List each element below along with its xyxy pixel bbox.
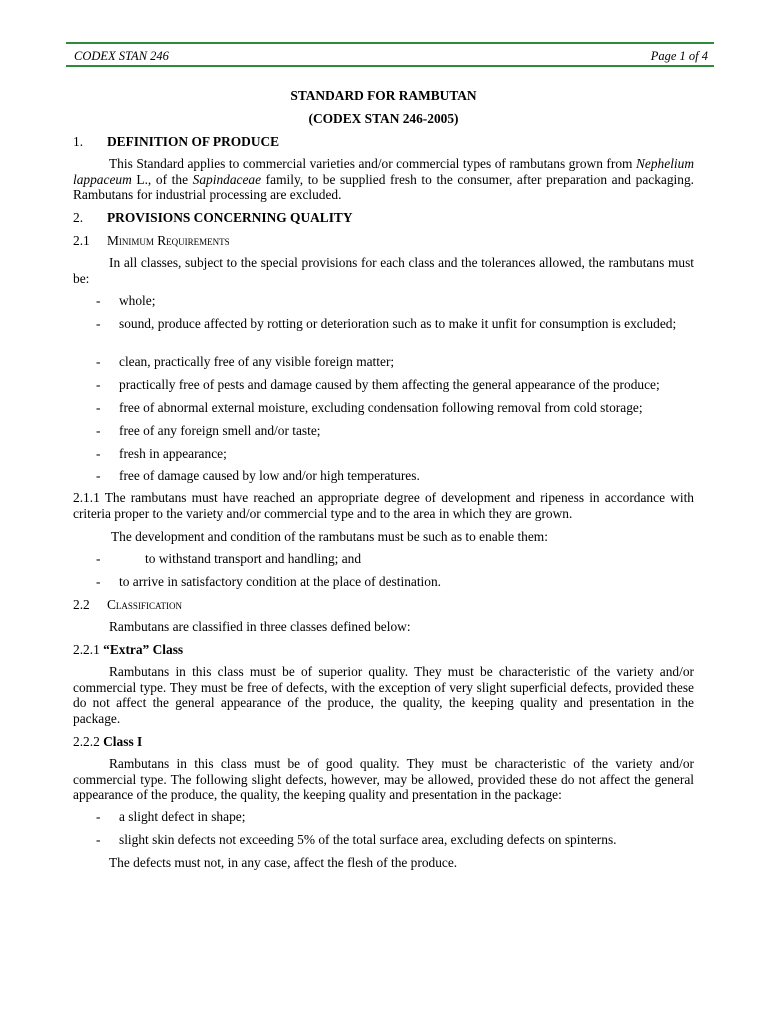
list-item [96,468,694,484]
bullet-dash: - [96,446,101,461]
list-item [96,400,694,416]
list-item [96,423,694,439]
section-2-2-paragraph: Rambutans are classified in three classes defined below: [109,619,411,634]
section-2-2-1-paragraph: Rambutans in this class must be of superior quality. They must be characteristic of the variety and/or commercial type. They must be free of defects, with the exception of very slight superficial defects, provided these do not affect the general appearance of the produce, the quality, the keeping quality and presentation in the package. [73,664,694,726]
section-number: 2.2 [73,597,90,612]
bullet-dash: - [96,354,101,369]
bullet-dash: - [96,377,101,392]
list-item-text: practically free of pests and damage caused by them affecting the general appearance of the produce; [119,377,660,392]
section-title: Classification [107,597,182,612]
list-item [96,832,694,848]
section-2-2-2-closing: The defects must not, in any case, affect the flesh of the produce. [109,855,458,870]
bullet-dash: - [96,293,101,308]
list-item-text: clean, practically free of any visible foreign matter; [119,354,395,369]
section-1-heading [73,134,694,150]
list-item-text: slight skin defects not exceeding 5% of the total surface area, excluding defects on spinterns. [119,832,617,847]
list-item [96,377,694,393]
section-number: 2.2.2 [73,734,100,749]
list-item [96,293,694,309]
text-run: family, to be supplied fresh to the consumer, after preparation and packaging. Rambutans for industrial processing are excluded. [73,171,694,202]
section-2-1-intro: In all classes, subject to the special provisions for each class and the tolerances allowed, the rambutans must be: [73,255,694,286]
bullet-dash: - [96,423,101,438]
list-item [96,354,694,370]
section-2-1-heading [73,233,694,249]
section-title: “Extra” Class [103,642,184,657]
list-item-text: free of abnormal external moisture, excluding condensation following removal from cold storage; [119,400,643,415]
text-run: This Standard applies to commercial varieties and/or commercial types of rambutans grown from [109,156,636,171]
list-item-text: to withstand transport and handling; and [145,551,362,566]
section-number: 2.1 [73,233,90,248]
section-2-1-1-paragraph: 2.1.1 The rambutans must have reached an appropriate degree of development and ripeness in accordance with criteria proper to the variety and/or commercial type and to the area in which they are grown. [73,490,694,521]
section-2-1-1-intro: The development and condition of the rambutans must be such as to enable them: [111,529,548,544]
doc-title: STANDARD FOR RAMBUTAN [290,88,477,103]
list-item-text: sound, produce affected by rotting or deterioration such as to make it unfit for consumption is excluded; [119,316,677,331]
list-item-text: fresh in appearance; [119,446,227,461]
list-item-text: free of any foreign smell and/or taste; [119,423,321,438]
family-name: Sapindaceae [192,171,262,187]
list-item-text: free of damage caused by low and/or high temperatures. [119,468,420,483]
section-title: PROVISIONS CONCERNING QUALITY [107,210,353,225]
section-number: 2. [73,210,84,225]
header-doc-code: CODEX STAN 246 [74,49,169,63]
section-title: Minimum Requirements [107,233,230,248]
header-page-number: Page 1 of 4 [650,49,708,63]
doc-code-title: (CODEX STAN 246-2005) [308,111,459,126]
list-item-text: to arrive in satisfactory condition at the place of destination. [119,574,442,589]
bullet-dash: - [96,316,101,331]
bullet-dash: - [96,468,101,483]
section-2-2-heading [73,597,694,613]
list-item-text: whole; [119,293,156,308]
list-item [96,574,694,590]
bullet-dash: - [96,574,101,589]
section-1-paragraph [73,156,694,203]
section-2-2-2-paragraph: Rambutans in this class must be of good quality. They must be characteristic of the variety and/or commercial type. The following slight defects, however, may be allowed, provided these do not affect the general appearance of the produce, the quality, the keeping quality and presentation in the package: [73,756,694,802]
bullet-dash: - [96,400,101,415]
section-2-2-1-heading [73,642,694,658]
section-2-2-2-heading [73,734,694,750]
section-number: 2.2.1 [73,642,100,657]
text-run: L., of the [131,171,193,187]
section-title: Class I [103,734,143,749]
page-header [66,42,714,67]
list-item-text: a slight defect in shape; [119,809,246,824]
bullet-dash: - [96,809,101,824]
list-item [96,551,694,567]
list-item [96,446,694,462]
list-item [96,316,694,332]
list-item [96,809,694,825]
bullet-dash: - [96,551,101,566]
species-name: Nephelium lappaceum [73,156,694,187]
section-number: 1. [73,134,84,149]
section-2-heading [73,210,694,226]
bullet-dash: - [96,832,101,847]
section-title: DEFINITION OF PRODUCE [107,134,280,149]
